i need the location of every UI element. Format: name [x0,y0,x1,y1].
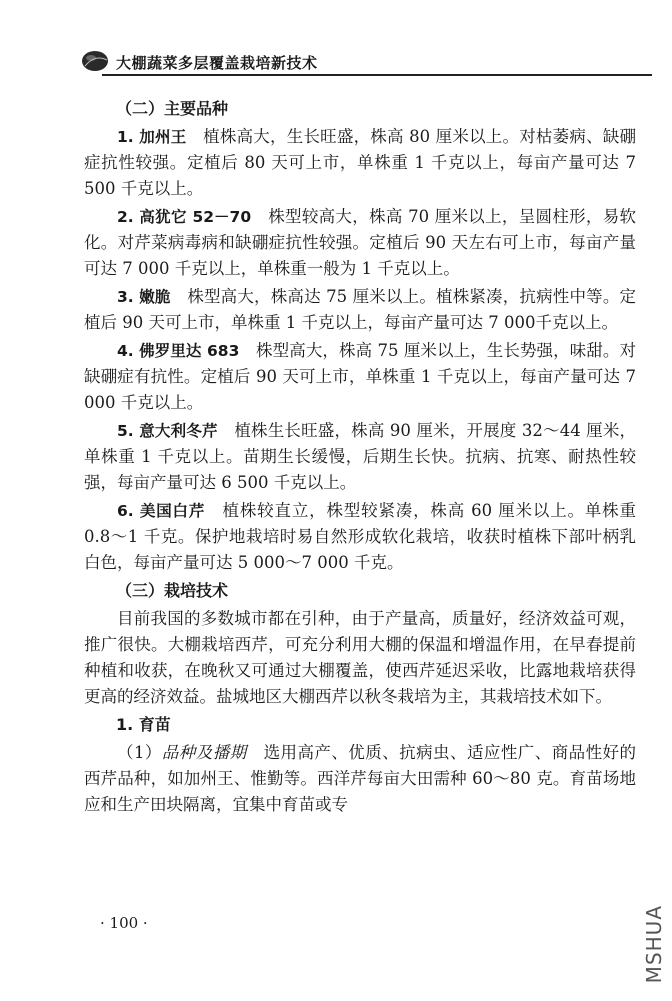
variety-text: 植株较直立，株型较紧凑，株高 60 厘米以上。单株重 0.8～1 千克。保护地栽培时易自然形成软化栽培，收获时植株下部叶柄乳白色，每亩产量可达 5 000～7 000 千克。 [84,501,636,572]
intro-paragraph: 目前我国的多数城市都在引种，由于产量高，质量好，经济效益可观，推广很快。大棚栽培西芹，可充分利用大棚的保温和增温作用，在早春提前种植和收获，在晚秋又可通过大棚覆盖，使西芹延迟采收，比露地栽培获得更高的经济效益。盐城地区大棚西芹以秋冬栽培为主，其栽培技术如下。 [84,609,636,706]
header-title: 大棚蔬菜多层覆盖栽培新技术 [116,54,318,72]
variety-name: 3. 嫩脆 [117,288,171,306]
variety-paragraph [84,284,636,336]
variety-text: 株型较高大，株高 70 厘米以上，呈圆柱形，易软化。对芹菜病毒病和缺硼症抗性较强。定植后 90 天左右可上市，每亩产量可达 7 000 千克以上，单株重一般为 1 千克以上。 [84,207,636,278]
variety-text: 植株生长旺盛，株高 90 厘米，开展度 32～44 厘米，单株重 1 千克以上。苗期生长缓慢，后期生长快。抗病、抗寒、耐热性较强，每亩产量可达 6 500 千克以上。 [84,421,637,492]
variety-paragraph [84,418,636,496]
page-number: · 100 · [100,914,148,932]
variety-paragraph [84,338,636,416]
variety-text: 株型高大，株高达 75 厘米以上。植株紧凑，抗病性中等。定植后 90 天可上市，单株重 1 千克以上，每亩产量可达 7 000千克以上。 [84,287,636,332]
variety-paragraph [84,204,636,282]
section-heading: （二）主要品种 [116,99,229,118]
leaf-logo-icon [80,46,110,76]
variety-name: 4. 佛罗里达 683 [117,342,240,360]
page-body [84,96,636,820]
item-prefix: （1） [117,743,162,762]
variety-text: 株型高大，株高 75 厘米以上，生长势强，味甜。对缺硼症有抗性。定植后 90 天可上市，单株重 1 千克以上，每亩产量可达 7 000 千克以上。 [84,341,636,412]
section-heading: （三）栽培技术 [116,581,229,600]
variety-name: 1. 加州王 [117,128,187,146]
variety-paragraph [84,498,636,576]
variety-paragraph [84,124,636,202]
running-header [72,40,652,80]
variety-name: 5. 意大利冬芹 [117,422,218,440]
variety-text: 植株高大，生长旺盛，株高 80 厘米以上。对枯萎病、缺硼症抗性较强。定植后 80 天可上市，单株重 1 千克以上，每亩产量可达 7 500 千克以上。 [84,127,636,198]
seedling-paragraph [84,740,636,818]
header-rule [102,74,652,76]
variety-name: 6. 美国白芹 [117,502,206,520]
item-name: 品种及播期 [161,743,247,762]
subsection-heading: 1. 育苗 [116,715,171,734]
item-text: 选用高产、优质、抗病虫、适应性广、商品性好的西芹品种，如加州王、惟勤等。西洋芹每亩大田需种 60～80 克。育苗场地应和生产田块隔离，宜集中育苗或专 [84,743,637,814]
watermark: MSHUA [642,904,666,983]
variety-name: 2. 高犹它 52－70 [117,208,252,226]
